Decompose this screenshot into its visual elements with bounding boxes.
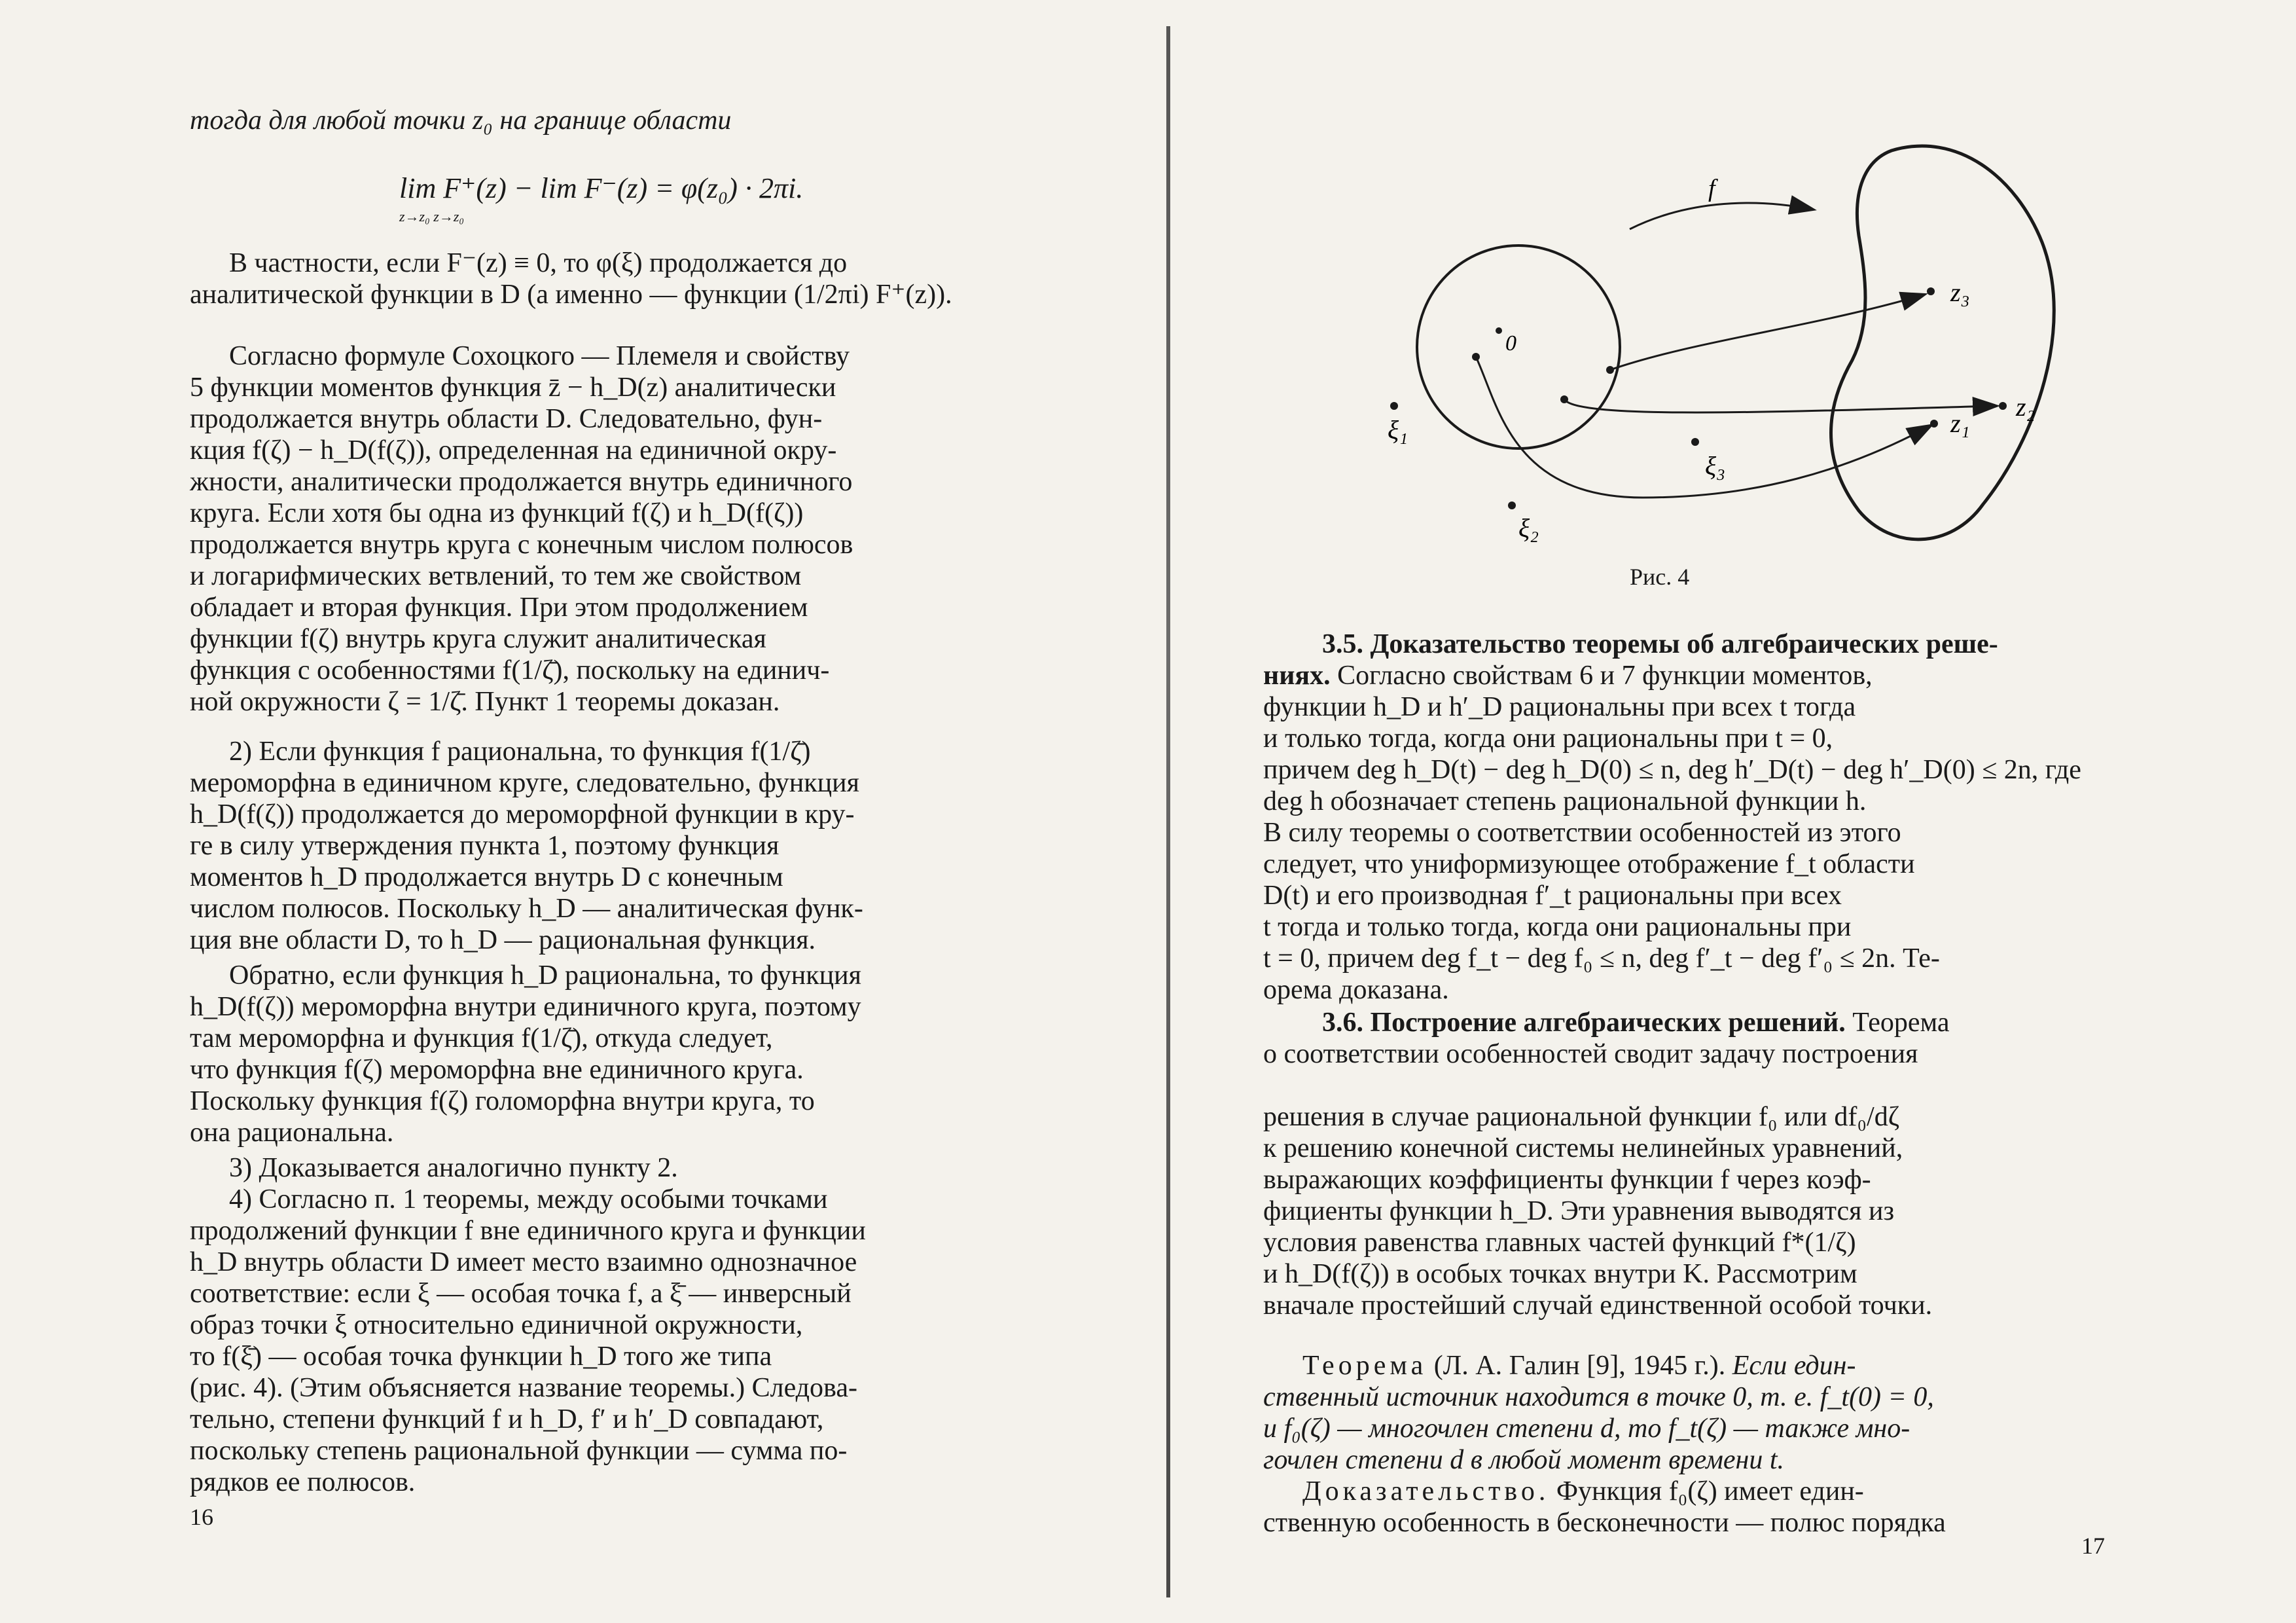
- paragraph-chastnosti: В частности, если F⁻(z) ≡ 0, то φ(ξ) продолжается до аналитической функции в D (а именно — функции (1/2πi) F⁺(z)).: [190, 248, 952, 310]
- theorem-label: Теорема: [1302, 1351, 1427, 1381]
- point-xi2: [1508, 501, 1516, 509]
- paragraph-obratno: Обратно, если функция h_D рациональна, то функция h_D(f(ζ)) мероморфна внутри единичного круга, поэтому там мероморфна и функция f(1/ζ̄), откуда следует, что функция f(ζ) мероморфна вне единичного круга. Поскольку функция f(ζ) голоморфна внутри круга, то она рациональна.: [190, 960, 861, 1148]
- proof-label: Доказательство.: [1302, 1476, 1550, 1506]
- left-page: [190, 0, 1100, 1623]
- point-xi3: [1691, 438, 1699, 446]
- label-0: 0: [1505, 331, 1516, 356]
- proof-text: Функция f₀(ζ) имеет един- ственную особенность в бесконечности — полюс порядка: [1263, 1476, 1946, 1538]
- arrow-to-z2: [1564, 399, 1996, 412]
- arrow-to-z3: [1610, 295, 1924, 370]
- proof: [1263, 1476, 2134, 1539]
- paragraph-item-3: 3) Доказывается аналогично пункту 2.: [229, 1153, 678, 1183]
- label-z2: z₂: [2016, 392, 2036, 422]
- origin-point: [1496, 327, 1502, 334]
- page-number-left: 16: [190, 1504, 213, 1530]
- mapping-arrow-f: [1630, 203, 1813, 229]
- theorem-reference: (Л. А. Галин [9], 1945 г.).: [1433, 1351, 1726, 1381]
- point-z1: [1930, 420, 1938, 428]
- limit-formula: lim F⁺(z) − lim F⁻(z) = φ(z₀) · 2πi.: [399, 172, 804, 204]
- label-z3: z₃: [1950, 278, 1970, 307]
- book-gutter: [1166, 26, 1170, 1597]
- label-xi2: ξ₂: [1518, 513, 1539, 543]
- label-z1: z₁: [1950, 409, 1970, 438]
- section-3-5-heading: 3.5. Доказательство теоремы об алгебраических реше- ниях.: [1263, 629, 1998, 691]
- point-z3: [1927, 287, 1935, 295]
- theorem-statement: Если един- ственный источник находится в точке 0, т. е. f_t(0) = 0, и f₀(ζ) — многочлен степени d, то f_t(ζ) — также мно- гочлен степени d в любой момент времени t.: [1263, 1351, 1934, 1475]
- section-3-6-text: Теорема о соответствии особенностей сводит задачу построения решения в случае рациональной функции f₀ или df₀/dζ к решению конечной системы нелинейных уравнений, выражающих коэффициенты функции f через коэф- фициенты функции h_D. Эти уравнения выводятся из условия равенства главных частей функций f*(1/ζ) и h_D(f(ζ)) в особых точках внутри K. Рассмотрим вначале простейший случай единственной особой точки.: [1263, 1008, 1950, 1321]
- domain-D: [1831, 146, 2054, 539]
- section-3-6: [1263, 1007, 2134, 1321]
- paragraph-item-4: 4) Согласно п. 1 теоремы, между особыми точками продолжений функции f вне единичного круга и функции h_D внутрь области D имеет место взаимно однозначное соответствие: если ξ — особая точка f, а ξ̄ — инверсный образ точки ξ относительно единичной окружности, то f(ξ̄) — особая точка функции h_D того же типа (рис. 4). (Этим объясняется название теоремы.) Следова- тельно, степени функций f и h_D, f′ и h′_D совпадают, поскольку степень рациональной функции — сумма по- рядков ее полюсов.: [190, 1184, 866, 1497]
- label-f: f: [1708, 175, 1715, 202]
- figure-4-diagram: [1302, 131, 2114, 576]
- label-xi1: ξ₁: [1388, 415, 1408, 445]
- point-z2: [1999, 402, 2007, 410]
- section-3-6-heading: 3.6. Построение алгебраических решений.: [1322, 1008, 1846, 1038]
- paragraph-item-2: 2) Если функция f рациональна, то функция f(1/ζ̄) мероморфна в единичном круге, следовательно, функция h_D(f(ζ)) продолжается до мероморфной функции в кру- ге в силу утверждения пункта 1, поэтому функция моментов h_D продолжается внутрь D с конечным числом полюсов. Поскольку h_D — аналитическая функ- ция вне области D, то h_D — рациональная функция.: [190, 737, 863, 955]
- point-xi1: [1390, 402, 1398, 410]
- intro-italic-line: тогда для любой точки z₀ на границе области: [190, 105, 732, 136]
- page-number-right: 17: [2081, 1533, 2105, 1559]
- right-page: [1263, 0, 2134, 1623]
- label-xi3: ξ₃: [1705, 451, 1726, 481]
- limit-formula-subscripts: z→z₀ z→z₀: [399, 208, 465, 225]
- figure-4: [1302, 131, 2114, 576]
- paragraph-soglasno: Согласно формуле Сохоцкого — Племеля и свойству 5 функции моментов функция z̄ − h_D(z) аналитически продолжается внутрь области D. Следовательно, фун- кция f(ζ) − h_D(f(ζ)), определенная на единичной окру- жности, аналитически продолжается внутрь единичного круга. Если хотя бы одна из функций f(ζ) и h_D(f(ζ)) продолжается внутрь круга с конечным числом полюсов и логарифмических ветвлений, то тем же свойством обладает и вторая функция. При этом продолжением функции f(ζ) внутрь круга служит аналитическая функция с особенностями f(1/ζ̄), поскольку на единич- ной окружности ζ = 1/ζ̄. Пункт 1 теоремы доказан.: [190, 341, 853, 717]
- theorem-galin: [1263, 1350, 2134, 1476]
- section-3-5: [1263, 629, 2134, 1006]
- section-3-5-text: Согласно свойствам 6 и 7 функции моментов, функции h_D и h′_D рациональны при всех t тогда и только тогда, когда они рациональны при t = 0, причем deg h_D(t) − deg h_D(0) ≤ n, deg h′_D(t) − deg h′_D(0) ≤ 2n, где deg h обозначает степень рациональной функции h. В силу теоремы о соответствии особенностей из этого следует, что униформизующее отображение f_t области D(t) и его производная f′_t рациональны при всех t тогда и только тогда, когда они рациональны при t = 0, причем deg f_t − deg f₀ ≤ n, deg f′_t − deg f′₀ ≤ 2n. Те- орема доказана.: [1263, 661, 2081, 1005]
- unit-circle: [1417, 246, 1620, 448]
- arrow-to-z1: [1476, 357, 1931, 498]
- figure-caption: Рис. 4: [1630, 564, 1690, 590]
